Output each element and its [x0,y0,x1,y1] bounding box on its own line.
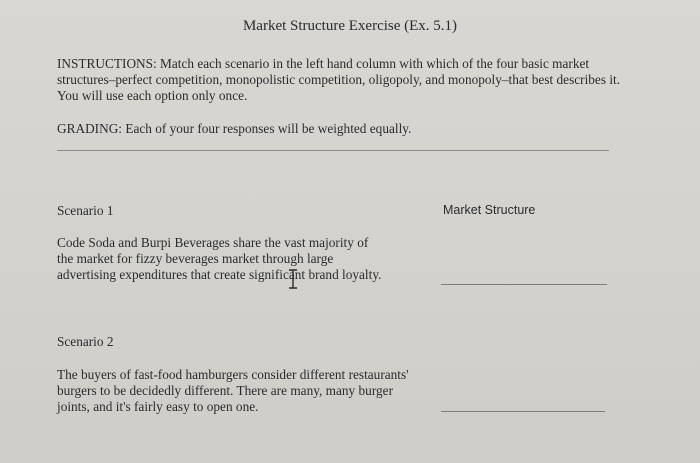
scenario-1-line: Code Soda and Burpi Beverages share the vast majority of [57,235,369,250]
scenario-2-line: joints, and it's fairly easy to open one. [57,399,259,414]
scenario-1-title: Scenario 1 [57,203,114,218]
grading-text: GRADING: Each of your four responses will be weighted equally. [57,121,412,136]
scenario-2-line: The buyers of fast-food hamburgers consider different restaurants' [57,367,409,382]
scenario-2-title: Scenario 2 [57,334,114,349]
scenario-1-line: the market for fizzy beverages market through large [57,251,334,266]
scenario-1-text [57,235,437,283]
page-title: Market Structure Exercise (Ex. 5.1) [242,18,458,34]
scenario-1-line: advertising expenditures that create significant brand loyalty. [57,267,382,282]
scenario-2-line: burgers to be decidedly different. There are many, many burger [57,383,393,398]
scenario-1-answer-blank[interactable] [441,284,607,285]
text-cursor-icon [287,269,299,289]
section-divider [57,150,609,151]
market-structure-header: Market Structure [443,203,536,217]
instructions-text: INSTRUCTIONS: Match each scenario in the left hand column with which of the four basic market structures–perfect competition, monopolistic competition, oligopoly, and monopoly–that best describes it. You will use each option only once. [57,56,621,103]
scenario-2-answer-blank[interactable] [441,411,605,412]
scenario-2-text [57,367,437,415]
